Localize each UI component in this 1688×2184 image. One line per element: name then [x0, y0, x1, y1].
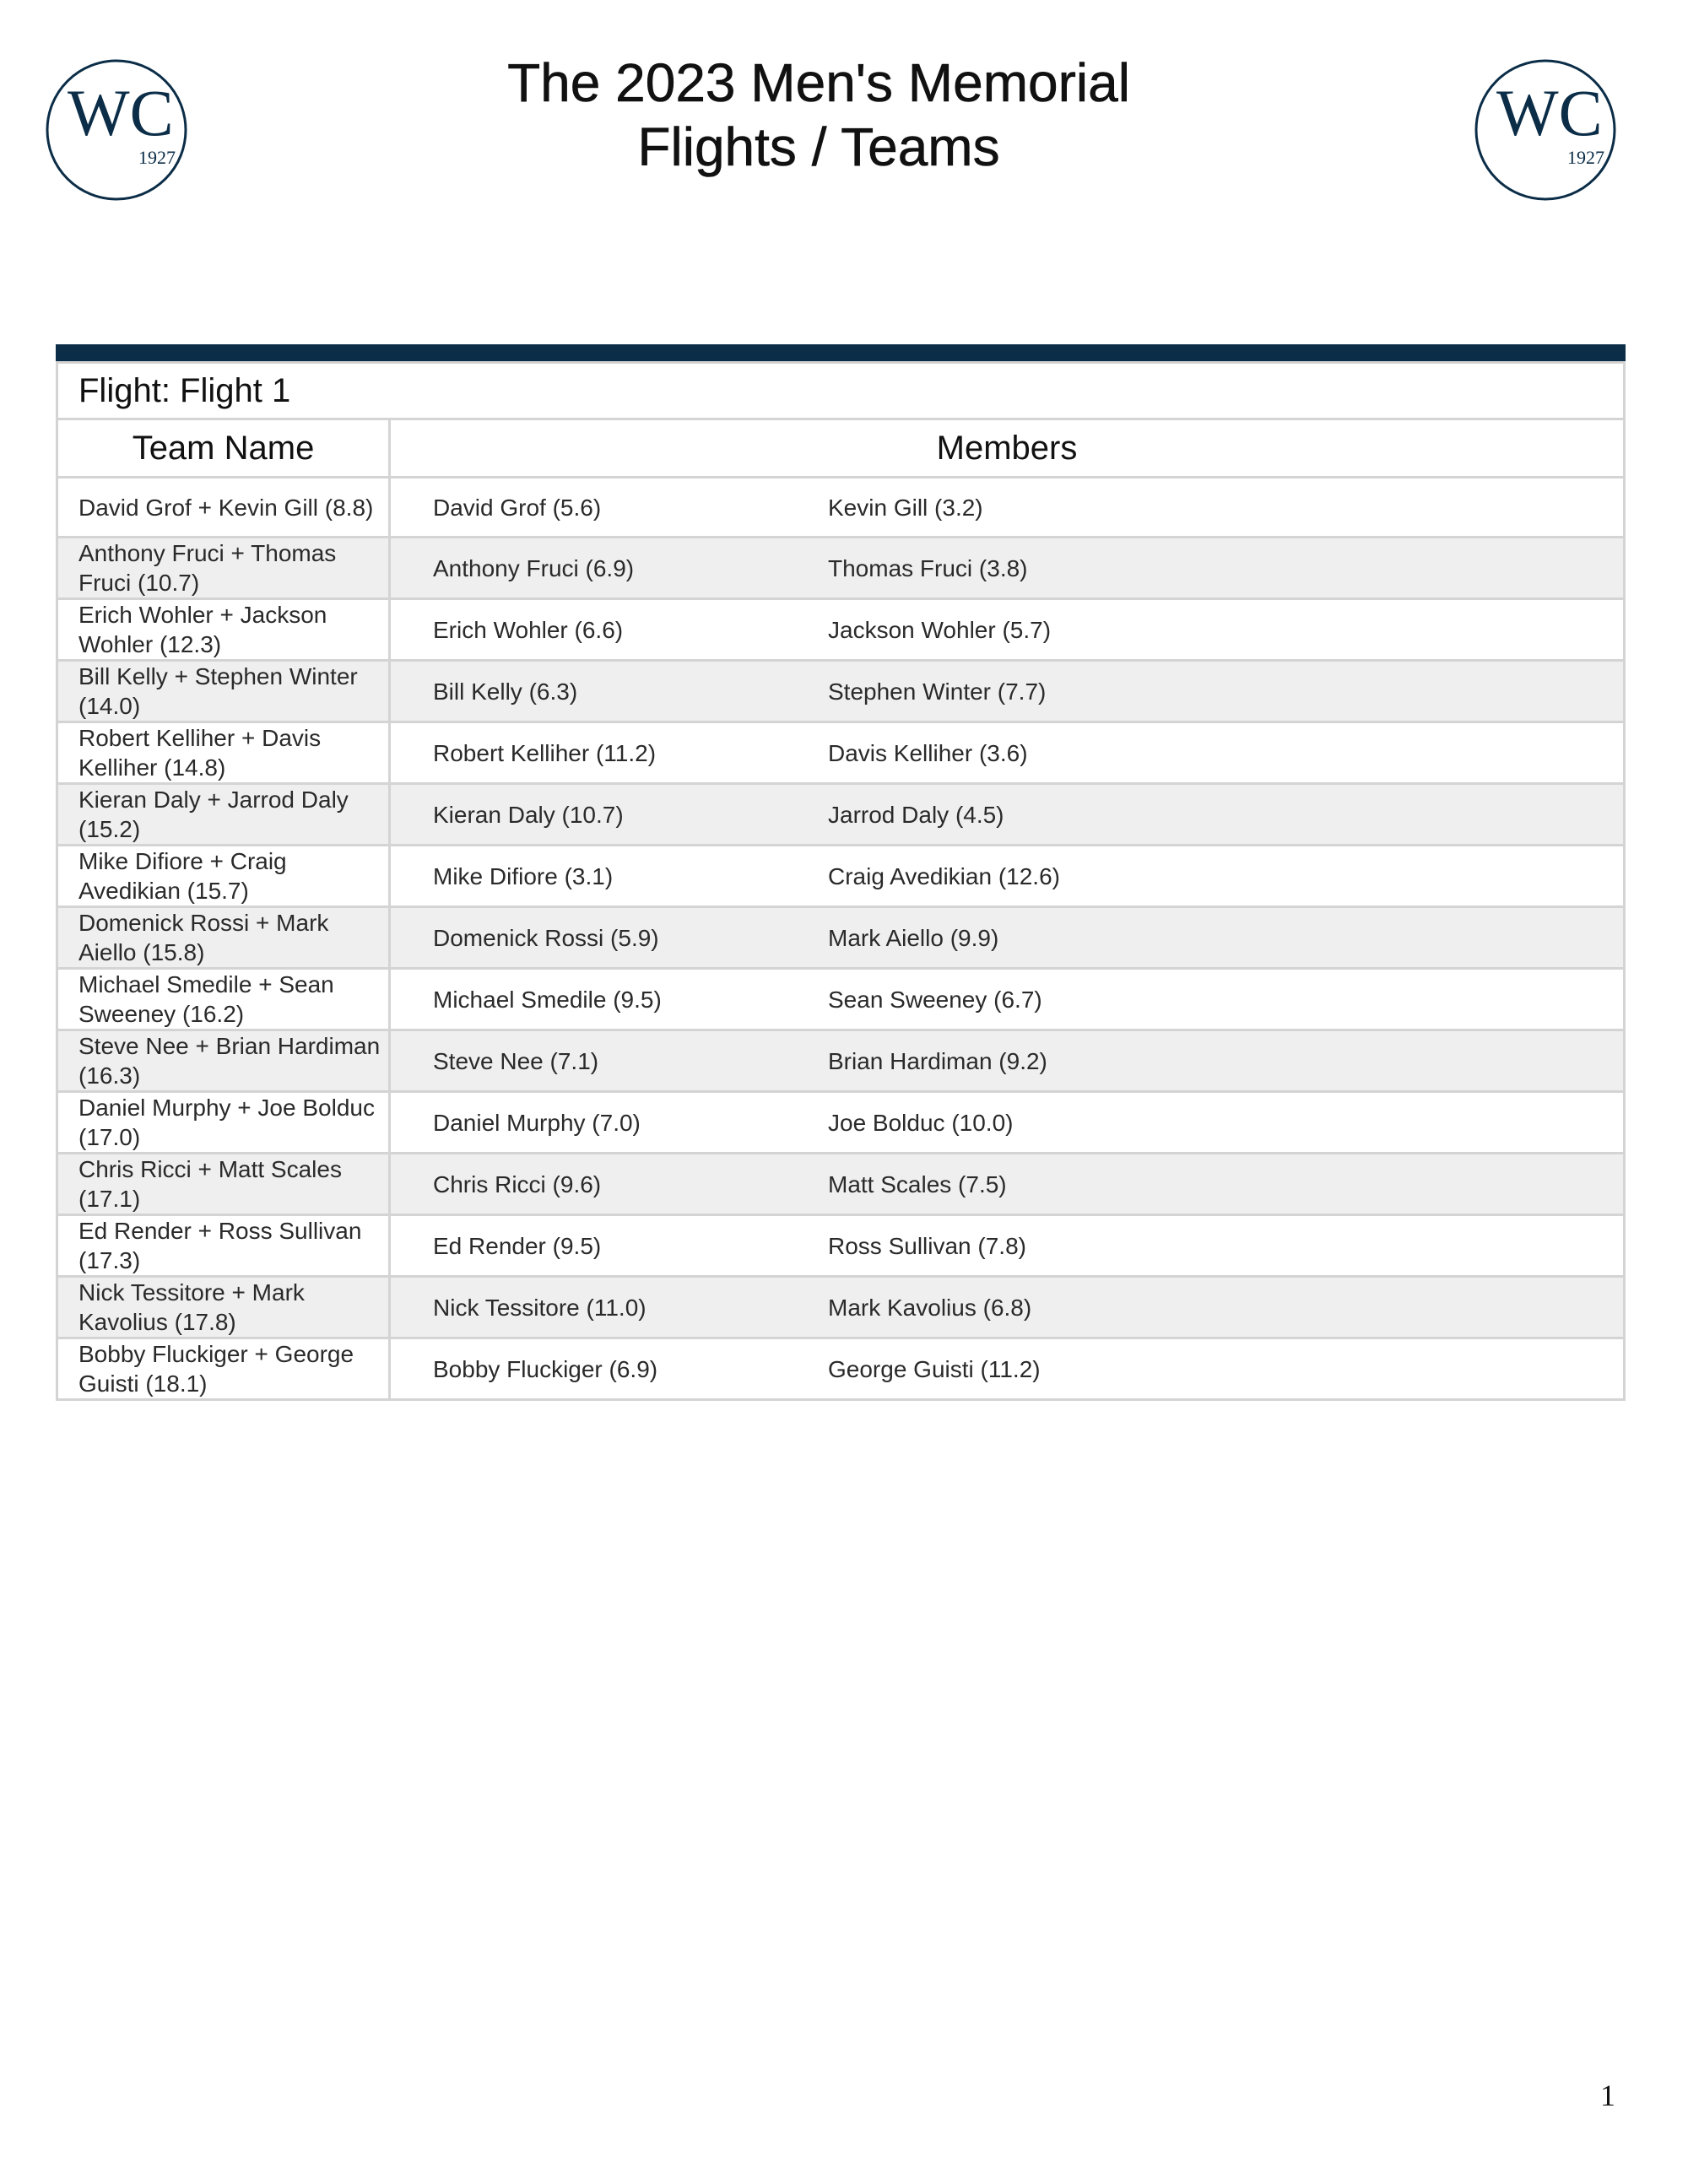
member-1: Domenick Rossi (5.9) — [433, 924, 659, 951]
members-cell — [390, 661, 1625, 722]
members-cell — [390, 907, 1625, 969]
logo-year: 1927 — [138, 147, 176, 168]
club-logo-right — [1473, 57, 1618, 203]
table-row — [57, 1092, 1625, 1154]
team-name-cell: Bill Kelly + Stephen Winter (14.0) — [57, 661, 390, 722]
table-row — [57, 1338, 1625, 1400]
teams-table — [56, 361, 1626, 1401]
member-1: Michael Smedile (9.5) — [433, 986, 662, 1013]
member-2: George Guisti (11.2) — [828, 1355, 1041, 1382]
member-1: Steve Nee (7.1) — [433, 1047, 599, 1074]
members-cell — [390, 478, 1625, 538]
member-1: Bobby Fluckiger (6.9) — [433, 1355, 658, 1382]
team-name-cell: Chris Ricci + Matt Scales (17.1) — [57, 1154, 390, 1215]
member-2: Mark Aiello (9.9) — [828, 924, 999, 951]
flight-label: Flight: Flight 1 — [57, 363, 1625, 419]
member-2: Jarrod Daly (4.5) — [828, 801, 1004, 828]
team-name-cell: Domenick Rossi + Mark Aiello (15.8) — [57, 907, 390, 969]
table-header-row — [57, 419, 1625, 478]
members-list — [433, 800, 1623, 830]
members-cell — [390, 1154, 1625, 1215]
column-header-members: Members — [390, 419, 1625, 478]
members-list — [433, 1046, 1623, 1076]
table-row — [57, 478, 1625, 538]
team-name-cell: Steve Nee + Brian Hardiman (16.3) — [57, 1030, 390, 1092]
member-1: Kieran Daly (10.7) — [433, 801, 624, 828]
members-list — [433, 985, 1623, 1014]
team-name-cell: Robert Kelliher + Davis Kelliher (14.8) — [57, 722, 390, 784]
member-1: Bill Kelly (6.3) — [433, 678, 578, 705]
team-name-cell: Anthony Fruci + Thomas Fruci (10.7) — [57, 538, 390, 599]
member-2: Joe Bolduc (10.0) — [828, 1109, 1014, 1136]
team-name-cell: Daniel Murphy + Joe Bolduc (17.0) — [57, 1092, 390, 1154]
member-2: Ross Sullivan (7.8) — [828, 1232, 1026, 1259]
member-2: Davis Kelliher (3.6) — [828, 739, 1028, 766]
table-row — [57, 907, 1625, 969]
members-cell — [390, 1338, 1625, 1400]
members-list — [433, 493, 1623, 522]
members-cell — [390, 722, 1625, 784]
table-row — [57, 1030, 1625, 1092]
member-2: Kevin Gill (3.2) — [828, 494, 983, 521]
member-2: Craig Avedikian (12.6) — [828, 862, 1060, 889]
members-cell — [390, 846, 1625, 907]
member-1: Anthony Fruci (6.9) — [433, 554, 635, 581]
team-name-cell: Bobby Fluckiger + George Guisti (18.1) — [57, 1338, 390, 1400]
table-row — [57, 1277, 1625, 1338]
team-name-cell: David Grof + Kevin Gill (8.8) — [57, 478, 390, 538]
members-cell — [390, 1277, 1625, 1338]
table-row — [57, 599, 1625, 661]
team-name-cell: Erich Wohler + Jackson Wohler (12.3) — [57, 599, 390, 661]
members-cell — [390, 1030, 1625, 1092]
members-cell — [390, 599, 1625, 661]
logo-year: 1927 — [1567, 147, 1604, 168]
members-cell — [390, 784, 1625, 846]
members-list — [433, 677, 1623, 706]
members-cell — [390, 969, 1625, 1030]
page-title — [397, 51, 1241, 179]
logo-monogram-w: WC — [68, 76, 174, 149]
column-header-team-name: Team Name — [57, 419, 390, 478]
table-row — [57, 1154, 1625, 1215]
table-top-bar — [56, 344, 1626, 361]
member-1: Nick Tessitore (11.0) — [433, 1294, 647, 1321]
member-2: Brian Hardiman (9.2) — [828, 1047, 1047, 1074]
member-2: Mark Kavolius (6.8) — [828, 1294, 1032, 1321]
members-list — [433, 738, 1623, 768]
members-list — [433, 554, 1623, 583]
table-row — [57, 661, 1625, 722]
members-cell — [390, 1092, 1625, 1154]
team-name-cell: Nick Tessitore + Mark Kavolius (17.8) — [57, 1277, 390, 1338]
member-1: Ed Render (9.5) — [433, 1232, 602, 1259]
member-1: Robert Kelliher (11.2) — [433, 739, 657, 766]
members-list — [433, 862, 1623, 891]
members-list — [433, 923, 1623, 953]
table-row — [57, 1215, 1625, 1277]
title-line-1: The 2023 Men's Memorial — [507, 52, 1130, 113]
page-number: 1 — [1600, 2079, 1615, 2112]
member-2: Matt Scales (7.5) — [828, 1170, 1007, 1197]
logo-monogram-w: WC — [1496, 76, 1603, 149]
members-list — [433, 615, 1623, 645]
member-1: Chris Ricci (9.6) — [433, 1170, 602, 1197]
member-1: David Grof (5.6) — [433, 494, 602, 521]
members-list — [433, 1231, 1623, 1261]
table-row — [57, 722, 1625, 784]
table-row — [57, 538, 1625, 599]
flight-table — [56, 344, 1626, 1401]
team-name-cell: Ed Render + Ross Sullivan (17.3) — [57, 1215, 390, 1277]
club-monogram-icon — [1473, 57, 1618, 203]
table-row — [57, 969, 1625, 1030]
flight-label-row — [57, 363, 1625, 419]
club-logo-left — [44, 57, 189, 203]
team-name-cell: Mike Difiore + Craig Avedikian (15.7) — [57, 846, 390, 907]
member-2: Jackson Wohler (5.7) — [828, 616, 1052, 643]
table-row — [57, 784, 1625, 846]
member-1: Mike Difiore (3.1) — [433, 862, 614, 889]
team-name-cell: Michael Smedile + Sean Sweeney (16.2) — [57, 969, 390, 1030]
members-list — [433, 1293, 1623, 1322]
member-1: Daniel Murphy (7.0) — [433, 1109, 641, 1136]
member-2: Sean Sweeney (6.7) — [828, 986, 1042, 1013]
member-1: Erich Wohler (6.6) — [433, 616, 624, 643]
members-cell — [390, 538, 1625, 599]
club-monogram-icon — [44, 57, 189, 203]
member-2: Thomas Fruci (3.8) — [828, 554, 1028, 581]
member-2: Stephen Winter (7.7) — [828, 678, 1047, 705]
members-list — [433, 1170, 1623, 1199]
members-list — [433, 1108, 1623, 1138]
members-cell — [390, 1215, 1625, 1277]
title-line-2: Flights / Teams — [637, 116, 1000, 177]
team-name-cell: Kieran Daly + Jarrod Daly (15.2) — [57, 784, 390, 846]
table-row — [57, 846, 1625, 907]
members-list — [433, 1354, 1623, 1384]
